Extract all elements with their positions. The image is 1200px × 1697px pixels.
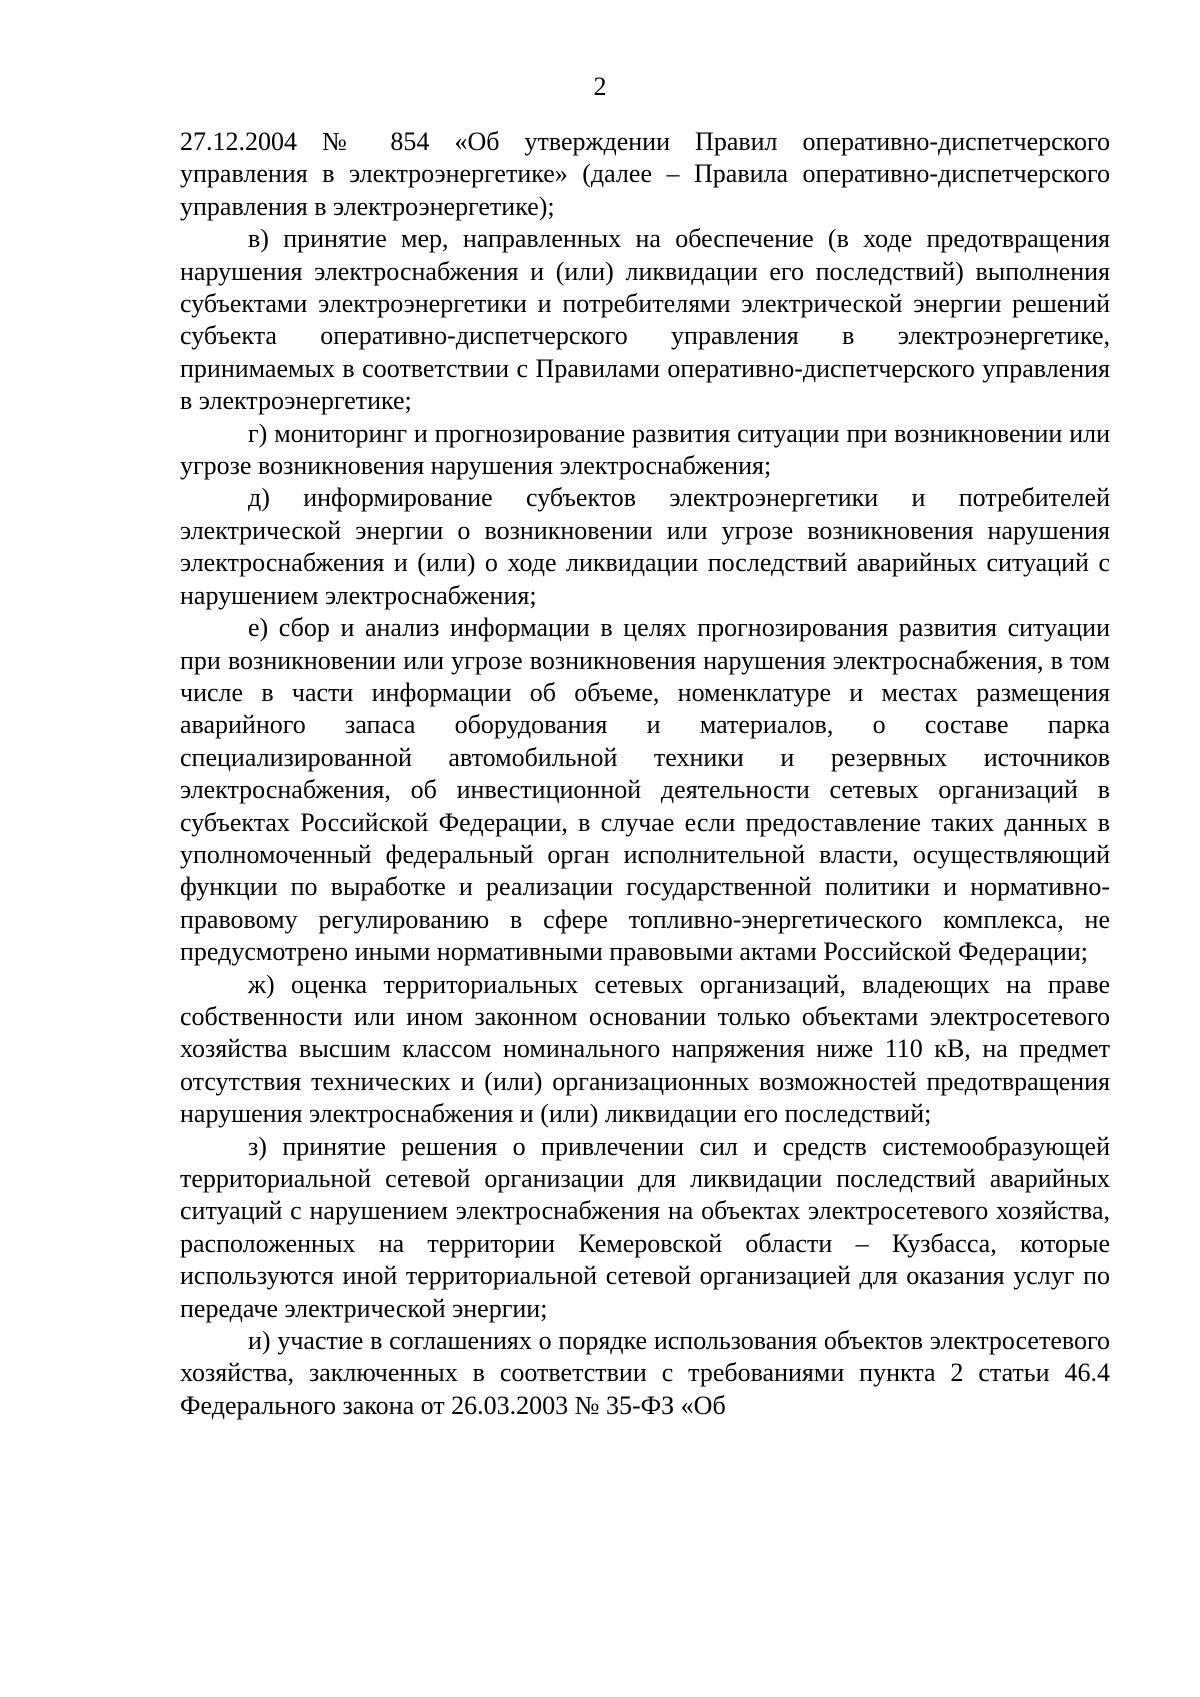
page-number: 2	[593, 72, 607, 101]
paragraph-item-zh: ж) оценка территориальных сетевых организаций, владеющих на праве собственности или ином законном основании только объектами электросетевого хозяйства высшим классом номинального напряжения ниже 110 кВ, на предмет отсутствия технических и (или) организационных возможностей предотвращения нарушения электроснабжения и (или) ликвидации его последствий;	[180, 969, 1110, 1129]
paragraph-continuation: 27.12.2004 № 854 «Об утверждении Правил оперативно-диспетчерского управления в электроэнергетике» (далее – Правила оперативно-диспетчерского управления в электроэнергетике);	[180, 127, 1110, 221]
paragraph-item-d: д) информирование субъектов электроэнергетики и потребителей электрической энергии о возникновении или угрозе возникновения нарушения электроснабжения и (или) о ходе ликвидации последствий аварийных ситуаций с нарушением электроснабжения;	[180, 483, 1110, 610]
paragraph-item-v: в) принятие мер, направленных на обеспечение (в ходе предотвращения нарушения электроснабжения и (или) ликвидации его последствий) выполнения субъектами электроэнергетики и потребителями электрической энергии решений субъекта оперативно-диспетчерского управления в электроэнергетике, принимаемых в соответствии с Правилами оперативно-диспетчерского управления в электроэнергетике;	[180, 224, 1110, 416]
body-text	[180, 126, 1110, 1422]
paragraph-item-e: е) сбор и анализ информации в целях прогнозирования развития ситуации при возникновении или угрозе возникновения нарушения электроснабжения, в том числе в части информации об объеме, номенклатуре и местах размещения аварийного запаса оборудования и материалов, о составе парка специализированной автомобильной техники и резервных источников электроснабжения, об инвестиционной деятельности сетевых организаций в субъектах Российской Федерации, в случае если предоставление таких данных в уполномоченный федеральный орган исполнительной власти, осуществляющий функции по выработке и реализации государственной политики и нормативно-правовому регулированию в сфере топливно-энергетического комплекса, не предусмотрено иными нормативными правовыми актами Российской Федерации;	[180, 613, 1110, 967]
paragraph-item-z: з) принятие решения о привлечении сил и средств системообразующей территориальной сетевой организации для ликвидации последствий аварийных ситуаций с нарушением электроснабжения на объектах электросетевого хозяйства, расположенных на территории Кемеровской области – Кузбасса, которые используются иной территориальной сетевой организацией для оказания услуг по передаче электрической энергии;	[180, 1131, 1110, 1323]
paragraph-item-g: г) мониторинг и прогнозирование развития ситуации при возникновении или угрозе возникновения нарушения электроснабжения;	[180, 418, 1110, 481]
paragraph-item-i: и) участие в соглашениях о порядке использования объектов электросетевого хозяйства, заключенных в соответствии с требованиями пункта 2 статьи 46.4 Федерального закона от 26.03.2003 № 35-ФЗ «Об	[180, 1326, 1110, 1420]
